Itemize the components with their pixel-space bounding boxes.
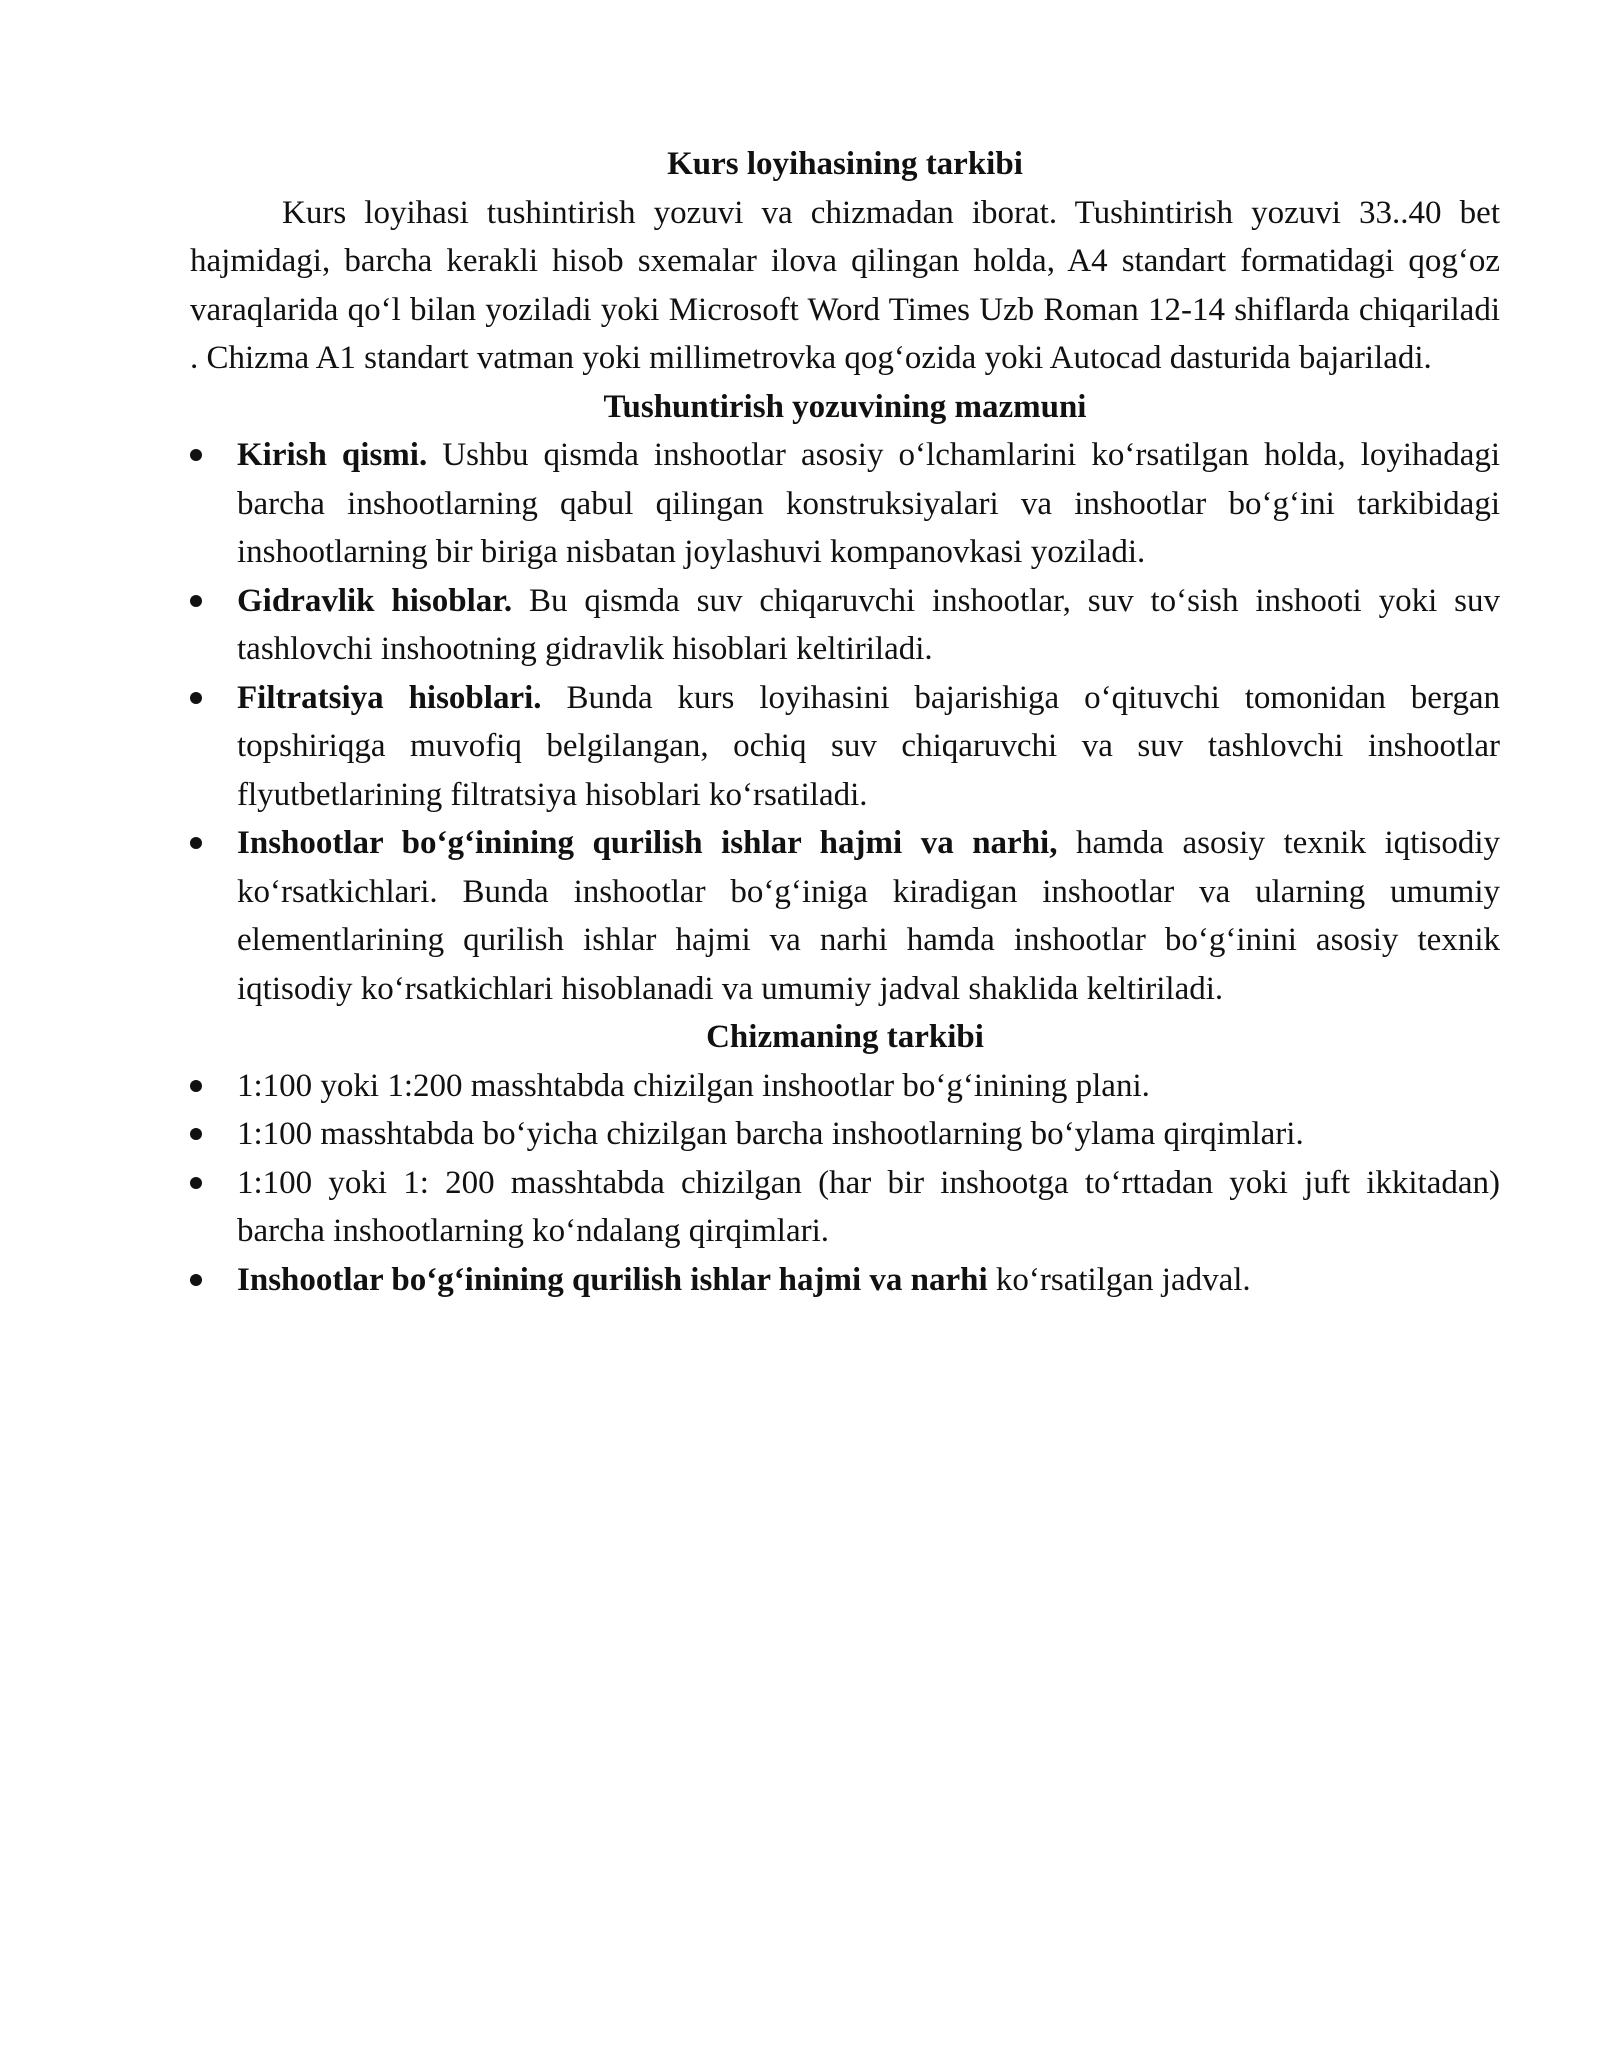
explanatory-note-list (190, 431, 1500, 1013)
bullet-icon (190, 837, 202, 849)
bullet-icon (190, 1080, 202, 1092)
intro-paragraph: Kurs loyihasi tushintirish yozuvi va chizmadan iborat. Tushintirish yozuvi 33..40 bet hajmidagi, barcha kerakli hisob sxemalar ilova qilingan holda, A4 standart formatidagi qog‘oz varaqlarida qo‘l bilan yoziladi yoki Microsoft Word Times Uzb Roman 12-14 shiflarda chiqariladi . Chizma A1 standart vatman yoki millimetrovka qog‘ozida yoki Autocad dasturida bajariladi. (190, 194, 1500, 376)
bullet-icon (190, 1128, 202, 1140)
list-item (190, 1062, 1500, 1111)
list-item (190, 577, 1500, 674)
section-heading-drawing-contents: Chizmaning tarkibi (706, 1019, 984, 1055)
section-heading-explanatory-note: Tushuntirish yozuvining mazmuni (603, 388, 1087, 425)
list-item-text: Bunda kurs loyihasini bajarishiga o‘qituvchi tomonidan bergan topshiriqga muvofiq belgilangan, ochiq suv chiqaruvchi va suv tashlovchi inshootlar flyutbetlarining filtratsiya hisoblari ko‘rsatiladi. (237, 679, 1500, 813)
list-item (190, 819, 1500, 1013)
list-item-lead: Kirish qismi. (237, 437, 428, 473)
list-item-text: Ushbu qismda inshootlar asosiy o‘lchamlarini ko‘rsatilgan holda, loyihadagi barcha inshootlarning qabul qilingan konstruksiyalari va inshootlar bo‘g‘ini tarkibidagi inshootlarning bir biriga nisbatan joylashuvi kompanovkasi yoziladi. (237, 437, 1501, 570)
bullet-icon (190, 1177, 202, 1189)
list-item-text: 1:100 yoki 1:200 masshtabda chizilgan inshootlar bo‘g‘inining plani. (237, 1067, 1150, 1104)
list-item-text: 1:100 masshtabda bo‘yicha chizilgan barcha inshootlarning bo‘ylama qirqimlari. (237, 1116, 1304, 1152)
list-item (190, 1159, 1500, 1256)
list-item-text: Bu qismda suv chiqaruvchi inshootlar, suv to‘sish inshooti yoki suv tashlovchi inshootning gidravlik hisoblari keltiriladi. (237, 582, 1500, 667)
list-item (190, 1256, 1500, 1305)
bullet-icon (190, 449, 202, 461)
bullet-icon (190, 692, 202, 704)
bullet-icon (190, 595, 202, 607)
list-item (190, 431, 1500, 577)
document-page (190, 140, 1500, 1304)
list-item-text: 1:100 yoki 1: 200 masshtabda chizilgan (har bir inshootga to‘rttadan yoki juft ikkitadan) barcha inshootlarning ko‘ndalang qirqimlari. (237, 1164, 1500, 1249)
list-item-lead: Gidravlik hisoblar. (237, 582, 513, 619)
list-item-text: hamda asosiy texnik iqtisodiy ko‘rsatkichlari. Bunda inshootlar bo‘g‘iniga kiradigan inshootlar va ularning umumiy elementlarining qurilish ishlar hajmi va narhi hamda inshootlar bo‘g‘inini asosiy texnik iqtisodiy ko‘rsatkichlari hisoblanadi va umumiy jadval shaklida keltiriladi. (237, 825, 1500, 1007)
list-item (190, 674, 1500, 820)
document-title: Kurs loyihasining tarkibi (667, 146, 1023, 182)
list-item-text: ko‘rsatilgan jadval. (987, 1261, 1251, 1298)
list-item-lead: Inshootlar bo‘g‘inining qurilish ishlar hajmi va narhi, (237, 825, 1058, 861)
drawing-contents-list (190, 1062, 1500, 1305)
bullet-icon (190, 1274, 202, 1286)
list-item (190, 1110, 1500, 1159)
list-item-lead: Filtratsiya hisoblari. (237, 679, 542, 716)
list-item-lead: Inshootlar bo‘g‘inining qurilish ishlar hajmi va narhi (237, 1261, 988, 1298)
